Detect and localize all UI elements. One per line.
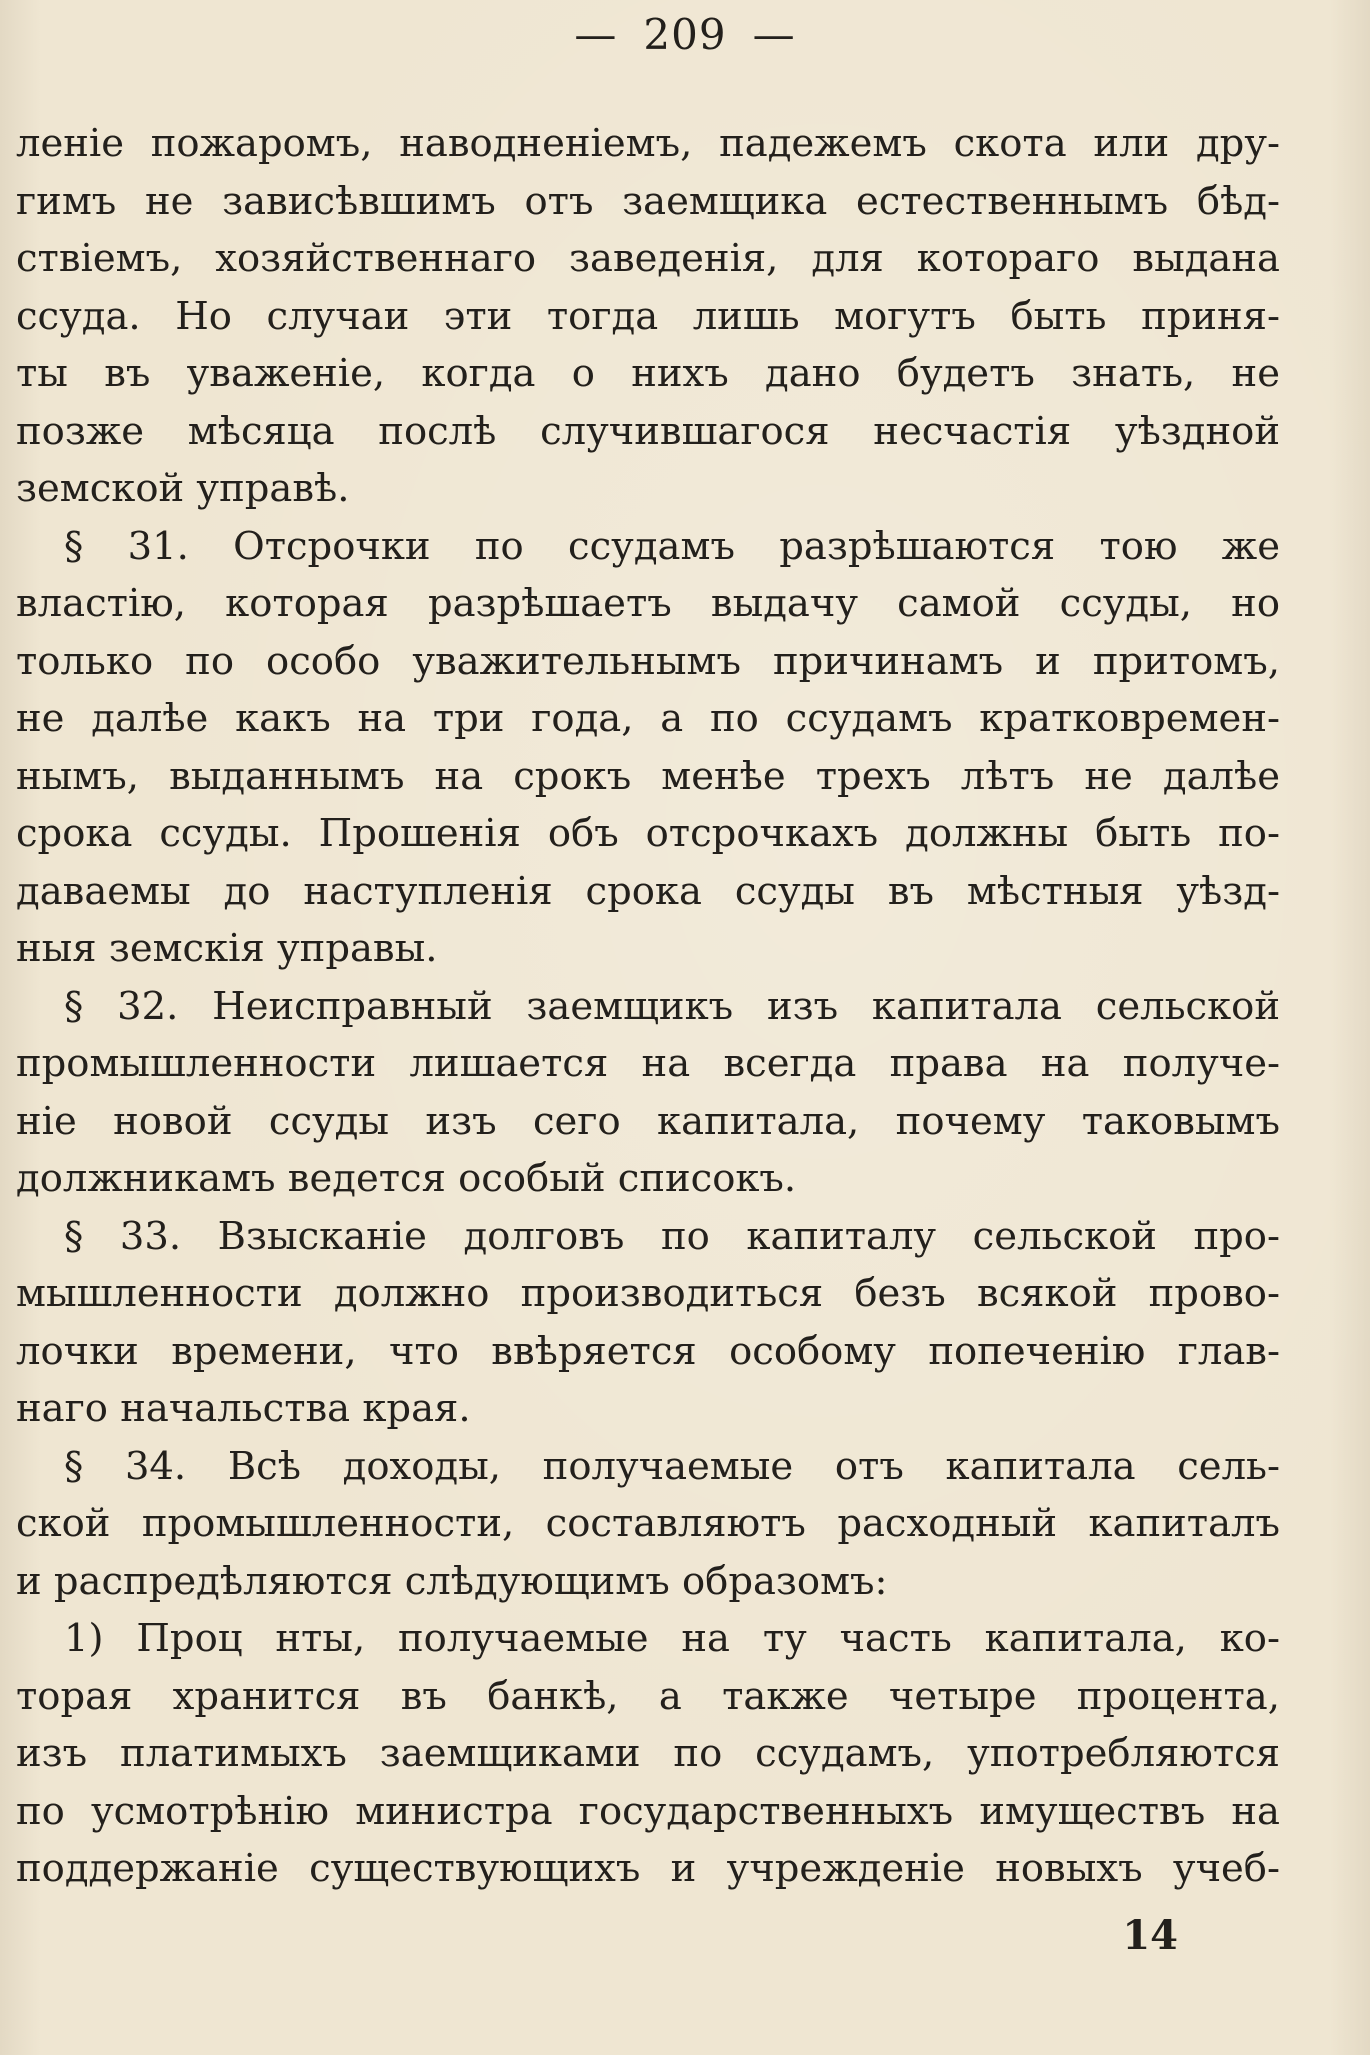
text-line: наго начальства края.	[16, 1386, 471, 1431]
header-dash-left: —	[574, 10, 618, 59]
text-line: позже мѣсяца послѣ случившагося несчастія уѣздной	[16, 408, 1280, 454]
text-line: ствіемъ, хозяйственнаго заведенія, для котораго выдана	[16, 236, 1280, 281]
section-32-heading-line: § 32. Неисправный заемщикъ изъ капитала сельской	[64, 983, 1280, 1029]
header-dash-right: —	[752, 10, 796, 59]
section-34-heading-line: § 34. Всѣ доходы, получаемые отъ капитала сель-	[64, 1443, 1280, 1489]
section-31-heading-line: § 31. Отсрочки по ссудамъ разрѣшаются тою же	[64, 523, 1280, 569]
list-item-1-line: 1) Проц нты, получаемые на ту часть капитала, ко-	[64, 1616, 1280, 1661]
page-body	[16, 115, 1280, 1898]
section-33-heading-line: § 33. Взысканіе долговъ по капиталу сельской про-	[64, 1213, 1280, 1259]
text-line: лочки времени, что ввѣряется особому попеченію глав-	[16, 1328, 1280, 1374]
text-line: поддержаніе существующихъ и учрежденіе новыхъ учеб-	[16, 1846, 1280, 1891]
text-line: только по особо уважительнымъ причинамъ и притомъ,	[16, 638, 1280, 684]
text-line: ской промышленности, составляютъ расходный капиталъ	[16, 1501, 1280, 1546]
text-line: по усмотрѣнію министра государственныхъ имуществъ на	[16, 1788, 1280, 1834]
text-line: не далѣе какъ на три года, а по ссудамъ кратковремен-	[16, 696, 1280, 741]
text-line: промышленности лишается на всегда права на получе-	[16, 1041, 1280, 1086]
text-line: должникамъ ведется особый списокъ.	[16, 1156, 797, 1201]
text-line: ніе новой ссуды изъ сего капитала, почему таковымъ	[16, 1098, 1280, 1144]
text-line: торая хранится въ банкѣ, а также четыре процента,	[16, 1673, 1280, 1719]
text-line: даваемы до наступленія срока ссуды въ мѣстныя уѣзд-	[16, 868, 1280, 914]
text-line: земской управѣ.	[16, 466, 350, 511]
text-line: мышленности должно производиться безъ всякой прово-	[16, 1271, 1280, 1316]
text-line: леніе пожаромъ, наводненіемъ, падежемъ скота или дру-	[16, 121, 1280, 166]
page-number: 209	[643, 10, 727, 59]
text-line: гимъ не зависѣвшимъ отъ заемщика естественнымъ бѣд-	[16, 178, 1280, 224]
page-header	[0, 10, 1370, 59]
text-line: и распредѣляются слѣдующимъ образомъ:	[16, 1558, 888, 1604]
text-line: изъ платимыхъ заемщиками по ссудамъ, употребляются	[16, 1731, 1280, 1776]
text-line: нымъ, выданнымъ на срокъ менѣе трехъ лѣтъ не далѣе	[16, 753, 1280, 799]
signature-mark: 14	[1122, 1912, 1178, 1959]
text-line: ссуда. Но случаи эти тогда лишь могутъ быть приня-	[16, 293, 1280, 339]
text-line: срока ссуды. Прошенія объ отсрочкахъ должны быть по-	[16, 811, 1280, 856]
text-line: властію, которая разрѣшаетъ выдачу самой ссуды, но	[16, 581, 1280, 626]
text-line: ныя земскія управы.	[16, 926, 438, 971]
text-line: ты въ уваженіе, когда о нихъ дано будетъ знать, не	[16, 351, 1280, 396]
